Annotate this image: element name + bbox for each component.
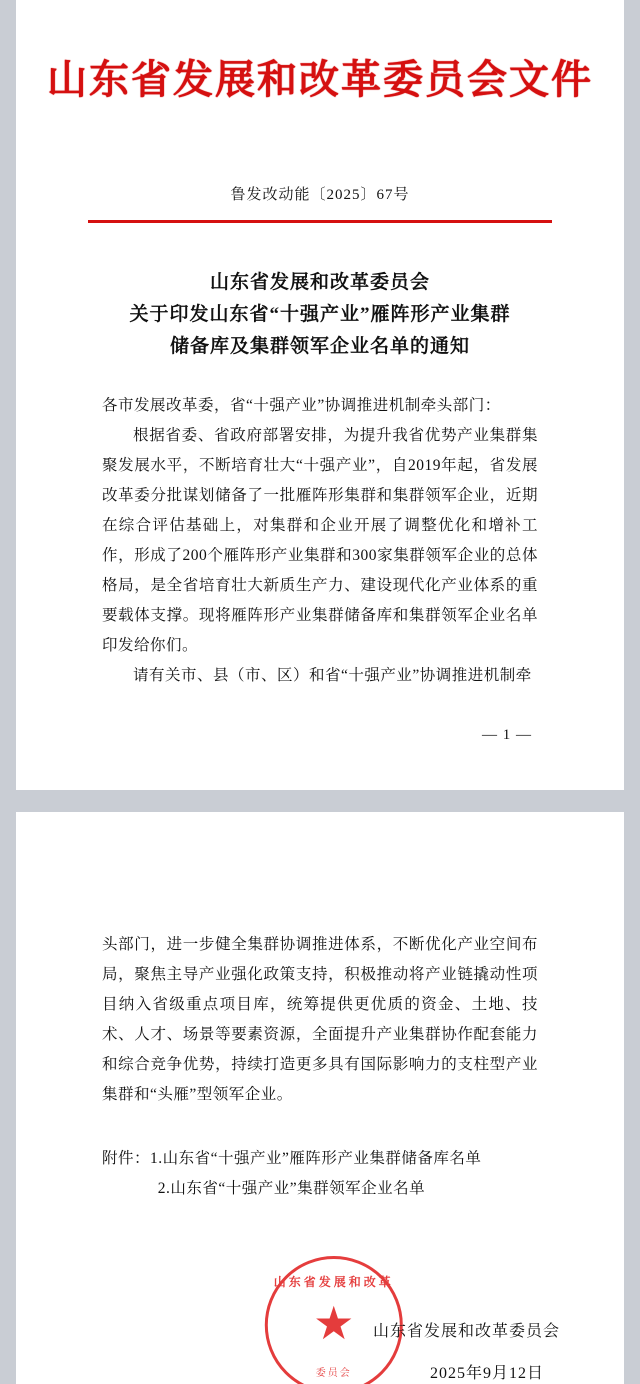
body-paragraph-1: 根据省委、省政府部署安排，为提升我省优势产业集群集聚发展水平，不断培育壮大“十强产业”，自2019年起，省发展改革委分批谋划储备了一批雁阵形集群和集群领军企业，近期在综合评估基础上，对集群和企业开展了调整优化和增补工作，形成了200个雁阵形产业集群和300家集群领军企业的总体格局，是全省培育壮大新质生产力、建设现代化产业体系的重要载体支撑。现将雁阵形产业集群储备库和集群领军企业名单印发给你们。 (102, 427, 538, 654)
attachment-item-2: 2.山东省“十强产业”集群领军企业名单 (157, 1180, 426, 1197)
document-number: 鲁发改动能〔2025〕67号 (230, 187, 410, 203)
salutation: 各市发展改革委，省“十强产业”协调推进机制牵头部门： (102, 397, 501, 414)
headline (78, 267, 562, 363)
attachments-block (102, 1144, 538, 1204)
red-divider-rule (88, 220, 552, 223)
page-1-body (102, 391, 538, 691)
headline-line-2: 关于印发山东省“十强产业”雁阵形产业集群 (129, 304, 511, 325)
page-2-body (102, 930, 538, 1110)
signer-name: 山东省发展和改革委员会 (372, 1323, 560, 1340)
body-paragraph-3: 头部门，进一步健全集群协调推进体系，不断优化产业空间布局，聚焦主导产业强化政策支持，积极推动将产业链撬动性项目纳入省级重点项目库，统筹提供更优质的资金、土地、技术、人才、场景等要素资源，全面提升产业集群协作配套能力和综合竞争优势，持续打造更多具有国际影响力的支柱型产业集群和“头雁”型领军企业。 (102, 936, 538, 1103)
seal-star-icon: ★ (313, 1298, 355, 1350)
page-separator (0, 790, 640, 812)
attachments-label: 附件： (102, 1150, 151, 1167)
body-paragraph-2: 请有关市、县（市、区）和省“十强产业”协调推进机制牵 (133, 667, 532, 684)
sign-date: 2025年9月12日 (429, 1365, 544, 1382)
page-number: — 1 — (482, 727, 532, 743)
seal-text-top: 山东省发展和改革 (273, 1275, 394, 1289)
attachment-line-1 (102, 1144, 538, 1174)
headline-line-3: 储备库及集群领军企业名单的通知 (169, 336, 470, 357)
headline-line-1: 山东省发展和改革委员会 (209, 272, 430, 293)
attachment-item-1: 1.山东省“十强产业”雁阵形产业集群储备库名单 (150, 1150, 482, 1167)
document-page-1 (16, 0, 624, 790)
seal-text-bottom: 委员会 (315, 1368, 352, 1379)
signature-block (16, 1256, 624, 1384)
page-title: 山东省发展和改革委员会文件 (47, 57, 593, 102)
document-page-2 (16, 812, 624, 1384)
